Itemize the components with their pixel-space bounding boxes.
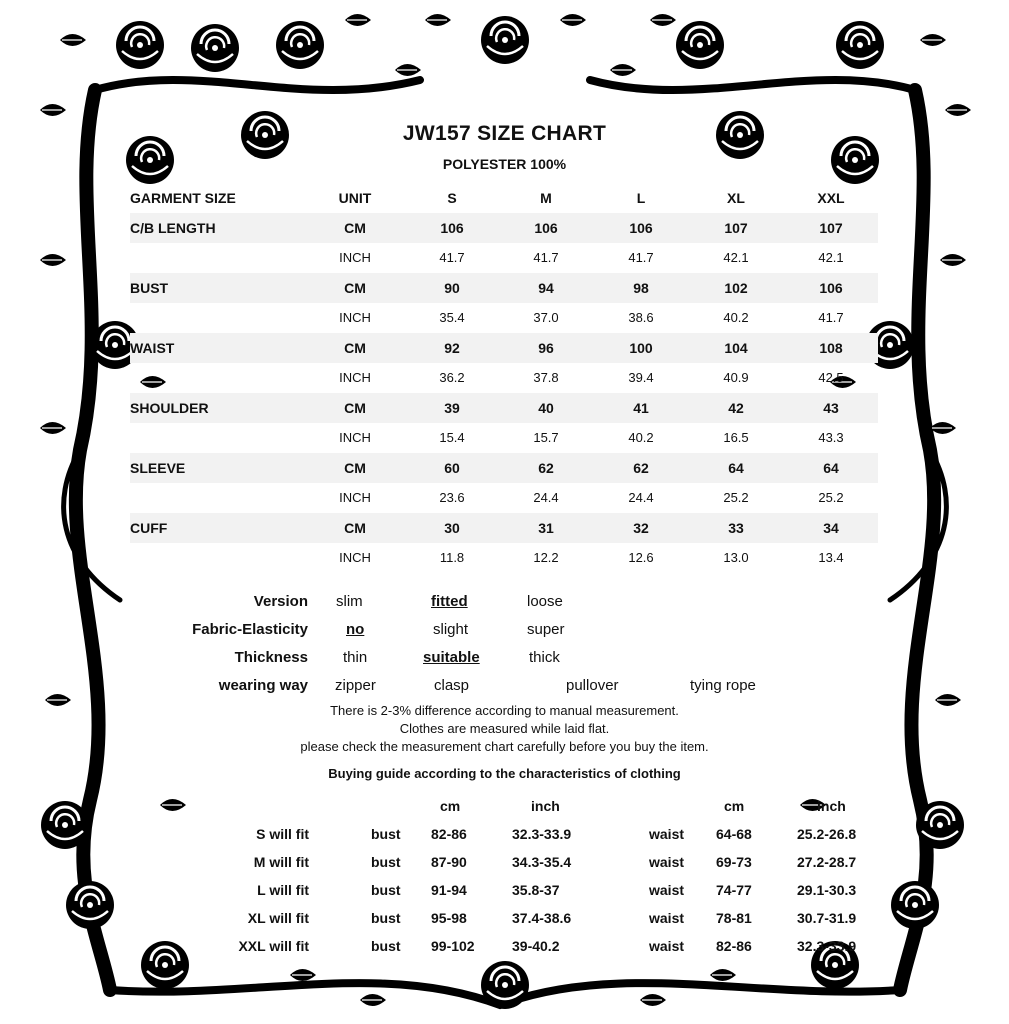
measure-label: C/B LENGTH — [130, 220, 216, 236]
option-row-elasticity — [0, 616, 1009, 644]
column-header: XXL — [817, 190, 845, 206]
value-cell: 16.5 — [723, 430, 749, 445]
guide-row — [0, 932, 1009, 960]
guide-inch: 34.3-35.4 — [512, 854, 572, 870]
unit-cell: CM — [344, 460, 366, 476]
value-cell: 39.4 — [628, 370, 654, 385]
value-cell: 41.7 — [439, 250, 465, 265]
unit-cell: CM — [344, 220, 366, 236]
table-header-row — [130, 183, 878, 213]
guide-cm: 82-86 — [431, 826, 467, 842]
value-cell: 43 — [823, 400, 839, 416]
guide-cm: 74-77 — [716, 882, 752, 898]
column-header: GARMENT SIZE — [130, 190, 236, 206]
value-cell: 107 — [819, 220, 843, 236]
option-choice: tying rope — [690, 677, 756, 694]
value-cell: 96 — [538, 340, 554, 356]
measurement-notes — [0, 702, 1009, 756]
value-cell: 64 — [823, 460, 839, 476]
value-cell: 15.7 — [533, 430, 559, 445]
guide-header: cm — [724, 798, 745, 814]
note-line: There is 2-3% difference according to manual measurement. — [330, 703, 679, 718]
measure-label: BUST — [130, 280, 169, 296]
buying-guide — [0, 792, 1009, 960]
value-cell: 41.7 — [628, 250, 654, 265]
value-cell: 102 — [724, 280, 748, 296]
table-row — [130, 363, 878, 393]
value-cell: 104 — [724, 340, 748, 356]
guide-size: M will fit — [253, 854, 309, 870]
value-cell: 11.8 — [439, 550, 465, 565]
guide-cm: 91-94 — [431, 882, 467, 898]
value-cell: 94 — [538, 280, 554, 296]
value-cell: 106 — [629, 220, 653, 236]
guide-inch: 32.3-33.9 — [512, 826, 572, 842]
value-cell: 62 — [633, 460, 649, 476]
value-cell: 98 — [633, 280, 649, 296]
guide-size: L will fit — [257, 882, 309, 898]
value-cell: 92 — [444, 340, 460, 356]
value-cell: 35.4 — [439, 310, 465, 325]
value-cell: 38.6 — [628, 310, 654, 325]
table-row — [130, 273, 878, 303]
unit-cell: INCH — [339, 430, 371, 445]
value-cell: 13.4 — [818, 550, 844, 565]
option-choice: slim — [336, 593, 363, 610]
value-cell: 32 — [633, 520, 649, 536]
guide-cm: 95-98 — [431, 910, 467, 926]
unit-cell: INCH — [339, 490, 371, 505]
guide-inch: 39-40.2 — [512, 938, 560, 954]
guide-inch: 35.8-37 — [512, 882, 560, 898]
value-cell: 62 — [538, 460, 554, 476]
fabric-subtitle: POLYESTER 100% — [442, 156, 567, 172]
option-label: wearing way — [218, 677, 308, 694]
value-cell: 13.0 — [723, 550, 749, 565]
value-cell: 106 — [534, 220, 558, 236]
value-cell: 12.6 — [628, 550, 654, 565]
column-header: XL — [727, 190, 745, 206]
value-cell: 40.9 — [723, 370, 749, 385]
table-row — [130, 423, 878, 453]
value-cell: 43.3 — [818, 430, 844, 445]
value-cell: 60 — [444, 460, 460, 476]
guide-header: inch — [531, 798, 560, 814]
option-choice-selected: fitted — [431, 593, 468, 610]
value-cell: 42.5 — [818, 370, 844, 385]
option-choice: thin — [343, 649, 368, 666]
guide-measure: bust — [371, 882, 401, 898]
option-row-version — [0, 588, 1009, 616]
value-cell: 30 — [444, 520, 460, 536]
table-row — [130, 483, 878, 513]
value-cell: 42.1 — [818, 250, 844, 265]
value-cell: 36.2 — [439, 370, 465, 385]
value-cell: 34 — [823, 520, 839, 536]
option-choice: clasp — [434, 677, 470, 694]
guide-measure: waist — [649, 826, 685, 842]
option-label: Thickness — [234, 649, 308, 666]
measure-label: SLEEVE — [130, 460, 186, 476]
value-cell: 90 — [444, 280, 460, 296]
value-cell: 24.4 — [533, 490, 559, 505]
guide-row — [0, 848, 1009, 876]
size-table — [130, 183, 878, 573]
column-header: L — [636, 190, 646, 206]
unit-cell: CM — [344, 400, 366, 416]
guide-measure: waist — [649, 938, 685, 954]
guide-cm: 64-68 — [716, 826, 752, 842]
option-choice-selected: suitable — [423, 649, 480, 666]
table-row — [130, 213, 878, 243]
value-cell: 33 — [728, 520, 744, 536]
value-cell: 106 — [819, 280, 843, 296]
chart-title: JW157 SIZE CHART — [402, 122, 607, 145]
option-choice: zipper — [335, 677, 376, 694]
table-row — [130, 513, 878, 543]
value-cell: 41.7 — [533, 250, 559, 265]
column-header: UNIT — [338, 190, 372, 206]
option-choice: super — [527, 621, 565, 638]
guide-inch: 30.7-31.9 — [797, 910, 857, 926]
note-line: please check the measurement chart carefully before you buy the item. — [300, 739, 709, 754]
garment-options — [0, 588, 1009, 700]
table-row — [130, 453, 878, 483]
guide-inch: 27.2-28.7 — [797, 854, 857, 870]
unit-cell: INCH — [339, 250, 371, 265]
guide-cm: 99-102 — [431, 938, 475, 954]
table-row — [130, 243, 878, 273]
table-row — [130, 333, 878, 363]
guide-measure: bust — [371, 826, 401, 842]
value-cell: 42 — [728, 400, 744, 416]
value-cell: 37.0 — [533, 310, 559, 325]
value-cell: 107 — [724, 220, 748, 236]
option-choice: loose — [527, 593, 563, 610]
value-cell: 40 — [538, 400, 554, 416]
guide-measure: bust — [371, 910, 401, 926]
guide-header: inch — [817, 798, 846, 814]
guide-size: S will fit — [256, 826, 309, 842]
guide-measure: bust — [371, 938, 401, 954]
table-row — [130, 543, 878, 573]
value-cell: 24.4 — [628, 490, 654, 505]
value-cell: 12.2 — [533, 550, 559, 565]
guide-measure: waist — [649, 854, 685, 870]
option-choice: slight — [433, 621, 469, 638]
guide-header: cm — [440, 798, 461, 814]
option-choice: thick — [529, 649, 560, 666]
guide-row — [0, 876, 1009, 904]
value-cell: 40.2 — [628, 430, 654, 445]
guide-size: XL will fit — [247, 910, 309, 926]
value-cell: 15.4 — [439, 430, 465, 445]
option-row-wearing-way — [0, 672, 1009, 700]
table-row — [130, 393, 878, 423]
option-choice-selected: no — [346, 621, 365, 638]
unit-cell: INCH — [339, 310, 371, 325]
note-line: Clothes are measured while laid flat. — [399, 721, 610, 736]
value-cell: 106 — [440, 220, 464, 236]
guide-cm: 87-90 — [431, 854, 467, 870]
measure-label: SHOULDER — [130, 400, 209, 416]
buying-guide-title: Buying guide according to the characteristics of clothing — [328, 766, 681, 781]
guide-inch: 37.4-38.6 — [512, 910, 572, 926]
option-row-thickness — [0, 644, 1009, 672]
guide-inch: 29.1-30.3 — [797, 882, 857, 898]
guide-inch: 25.2-26.8 — [797, 826, 857, 842]
guide-cm: 69-73 — [716, 854, 752, 870]
unit-cell: CM — [344, 520, 366, 536]
value-cell: 41 — [633, 400, 649, 416]
column-header: M — [540, 190, 552, 206]
guide-header-row — [0, 792, 1009, 820]
value-cell: 31 — [538, 520, 554, 536]
guide-cm: 78-81 — [716, 910, 752, 926]
guide-size: XXL will fit — [238, 938, 309, 954]
unit-cell: CM — [344, 340, 366, 356]
value-cell: 39 — [444, 400, 460, 416]
value-cell: 37.8 — [533, 370, 559, 385]
value-cell: 41.7 — [818, 310, 844, 325]
value-cell: 100 — [629, 340, 653, 356]
column-header: S — [447, 190, 457, 206]
value-cell: 25.2 — [723, 490, 749, 505]
value-cell: 25.2 — [818, 490, 844, 505]
guide-measure: bust — [371, 854, 401, 870]
guide-inch: 32.3-33.9 — [797, 938, 857, 954]
table-row — [130, 303, 878, 333]
measure-label: WAIST — [130, 340, 175, 356]
measure-label: CUFF — [130, 520, 168, 536]
value-cell: 40.2 — [723, 310, 749, 325]
value-cell: 64 — [728, 460, 744, 476]
guide-measure: waist — [649, 882, 685, 898]
unit-cell: INCH — [339, 370, 371, 385]
guide-cm: 82-86 — [716, 938, 752, 954]
guide-measure: waist — [649, 910, 685, 926]
unit-cell: INCH — [339, 550, 371, 565]
option-label: Version — [253, 593, 308, 610]
guide-row — [0, 904, 1009, 932]
guide-row — [0, 820, 1009, 848]
option-choice: pullover — [566, 677, 619, 694]
value-cell: 42.1 — [723, 250, 749, 265]
value-cell: 23.6 — [439, 490, 465, 505]
value-cell: 108 — [819, 340, 843, 356]
option-label: Fabric-Elasticity — [192, 621, 308, 638]
unit-cell: CM — [344, 280, 366, 296]
